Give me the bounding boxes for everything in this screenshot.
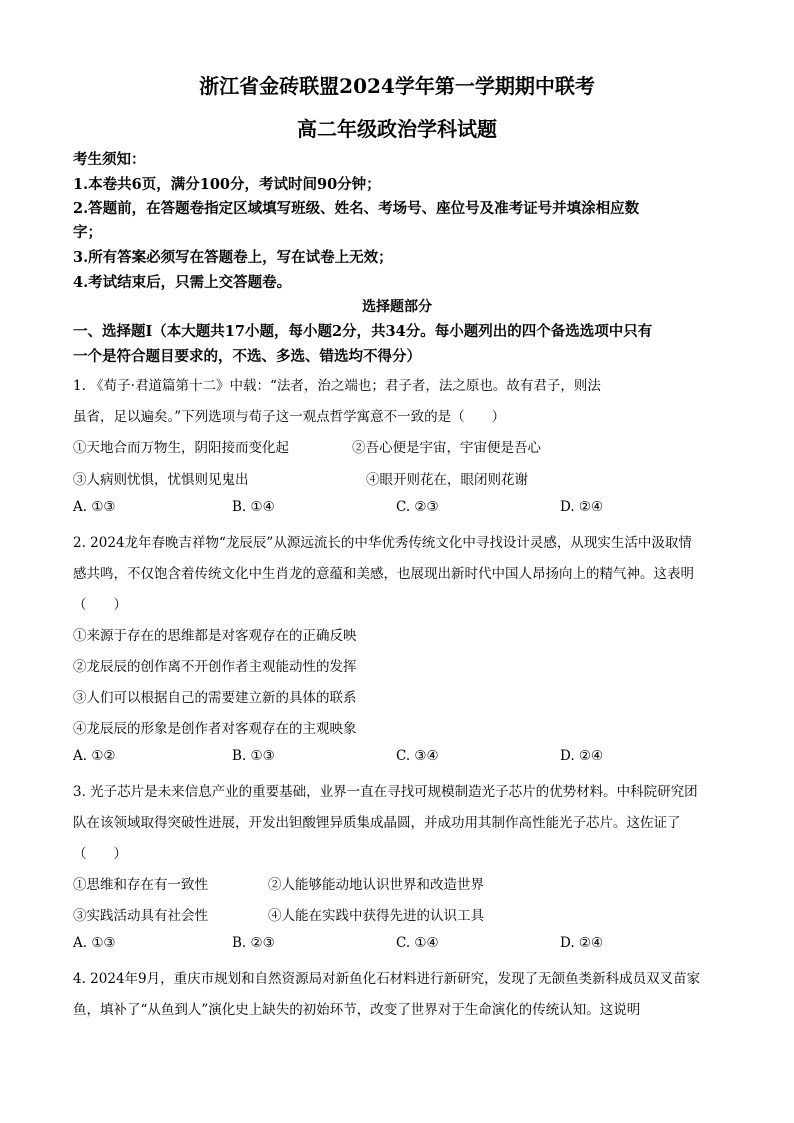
notice-item-1: 1.本卷共6页，满分100分，考试时间90分钟； [73,176,381,193]
notice-item-2-cont: 字； [73,224,102,241]
question-1-statement-3: ③人病则忧惧，忧惧则见鬼出 [73,472,249,488]
question-1-choice-a: A. ①③ [73,499,116,515]
question-2-statement-1: ①来源于存在的思维都是对客观存在的正确反映 [73,628,357,644]
question-4-stem-2: 鱼，填补了“从鱼到人”演化史上缺失的初始环节，改变了世界对于生命演化的传统认知。这说明 [73,1002,641,1018]
notice-item-4: 4.考试结束后，只需上交答题卷。 [73,274,292,291]
notice-item-2: 2.答题前，在答题卷指定区域填写班级、姓名、考场号、座位号及准考证号并填涂相应数 [73,200,640,217]
question-1-statement-4: ④眼开则花在，眼闭则花谢 [366,472,528,488]
question-3-choice-d: D. ②④ [560,935,604,951]
question-4-stem-1: 4. 2024年9月，重庆市规划和自然资源局对新鱼化石材料进行新研究，发现了无颌鱼类新科成员双叉苗家 [73,971,701,987]
question-1-choice-d: D. ②④ [560,499,604,515]
section-instruction-1: 一、选择题Ⅰ（本大题共17小题，每小题2分，共34分。每小题列出的四个备选选项中只有 [73,323,653,340]
question-1-stem-1: 1. 《荀子·君道篇第十二》中载：“法者，治之端也；君子者，法之原也。故有君子，则法 [73,378,601,394]
question-3-stem-3: （ ） [73,846,127,862]
question-1-choice-c: C. ②③ [396,499,439,515]
question-2-stem-1: 2. 2024龙年春晚吉祥物“龙辰辰”从源远流长的中华优秀传统文化中寻找设计灵感，从现实生活中汲取情 [73,535,692,551]
question-1-stem-2: 虽省，足以遍矣。”下列选项与荀子这一观点哲学寓意不一致的是（ ） [73,409,506,425]
question-3-statement-3: ③实践活动具有社会性 [73,908,208,924]
question-2-choice-c: C. ③④ [396,748,439,764]
question-2-statement-2: ②龙辰辰的创作离不开创作者主观能动性的发挥 [73,659,357,675]
question-2-statement-3: ③人们可以根据自己的需要建立新的具体的联系 [73,690,357,706]
question-2-choice-d: D. ②④ [560,748,604,764]
question-2-stem-3: （ ） [73,597,127,613]
section-title: 选择题部分 [362,299,432,315]
question-2-choice-a: A. ①② [73,748,116,764]
exam-title: 浙江省金砖联盟2024学年第一学期期中联考 [199,74,595,98]
question-1-statement-1: ①天地合而万物生，阴阳接而变化起 [73,440,289,456]
question-3-choice-b: B. ②③ [232,935,275,951]
question-2-choice-b: B. ①③ [232,748,275,764]
question-3-stem-2: 队在该领域取得突破性进展，开发出钽酸锂异质集成晶圆，并成功用其制作高性能光子芯片。这佐证了 [73,815,681,831]
question-1-choice-b: B. ①④ [232,499,275,515]
question-3-statement-1: ①思维和存在有一致性 [73,877,208,893]
notice-item-3: 3.所有答案必须写在答题卷上，写在试卷上无效； [73,249,393,266]
question-2-stem-2: 感共鸣，不仅饱含着传统文化中生肖龙的意蕴和美感，也展现出新时代中国人昂扬向上的精气神。这表明 [73,566,694,582]
question-3-choice-a: A. ①③ [73,935,116,951]
question-1-statement-2: ②吾心便是宇宙，宇宙便是吾心 [352,440,541,456]
section-instruction-2: 一个是符合题目要求的，不选、多选、错选均不得分） [73,348,421,365]
question-3-statement-4: ④人能在实践中获得先进的认识工具 [268,908,484,924]
question-2-statement-4: ④龙辰辰的形象是创作者对客观存在的主观映象 [73,721,357,737]
question-3-choice-c: C. ①④ [396,935,439,951]
question-3-statement-2: ②人能够能动地认识世界和改造世界 [268,877,484,893]
question-3-stem-1: 3. 光子芯片是未来信息产业的重要基础，业界一直在寻找可规模制造光子芯片的优势材料。中科院研究团 [73,784,698,800]
exam-subtitle: 高二年级政治学科试题 [297,117,497,141]
notice-heading: 考生须知： [73,151,146,168]
